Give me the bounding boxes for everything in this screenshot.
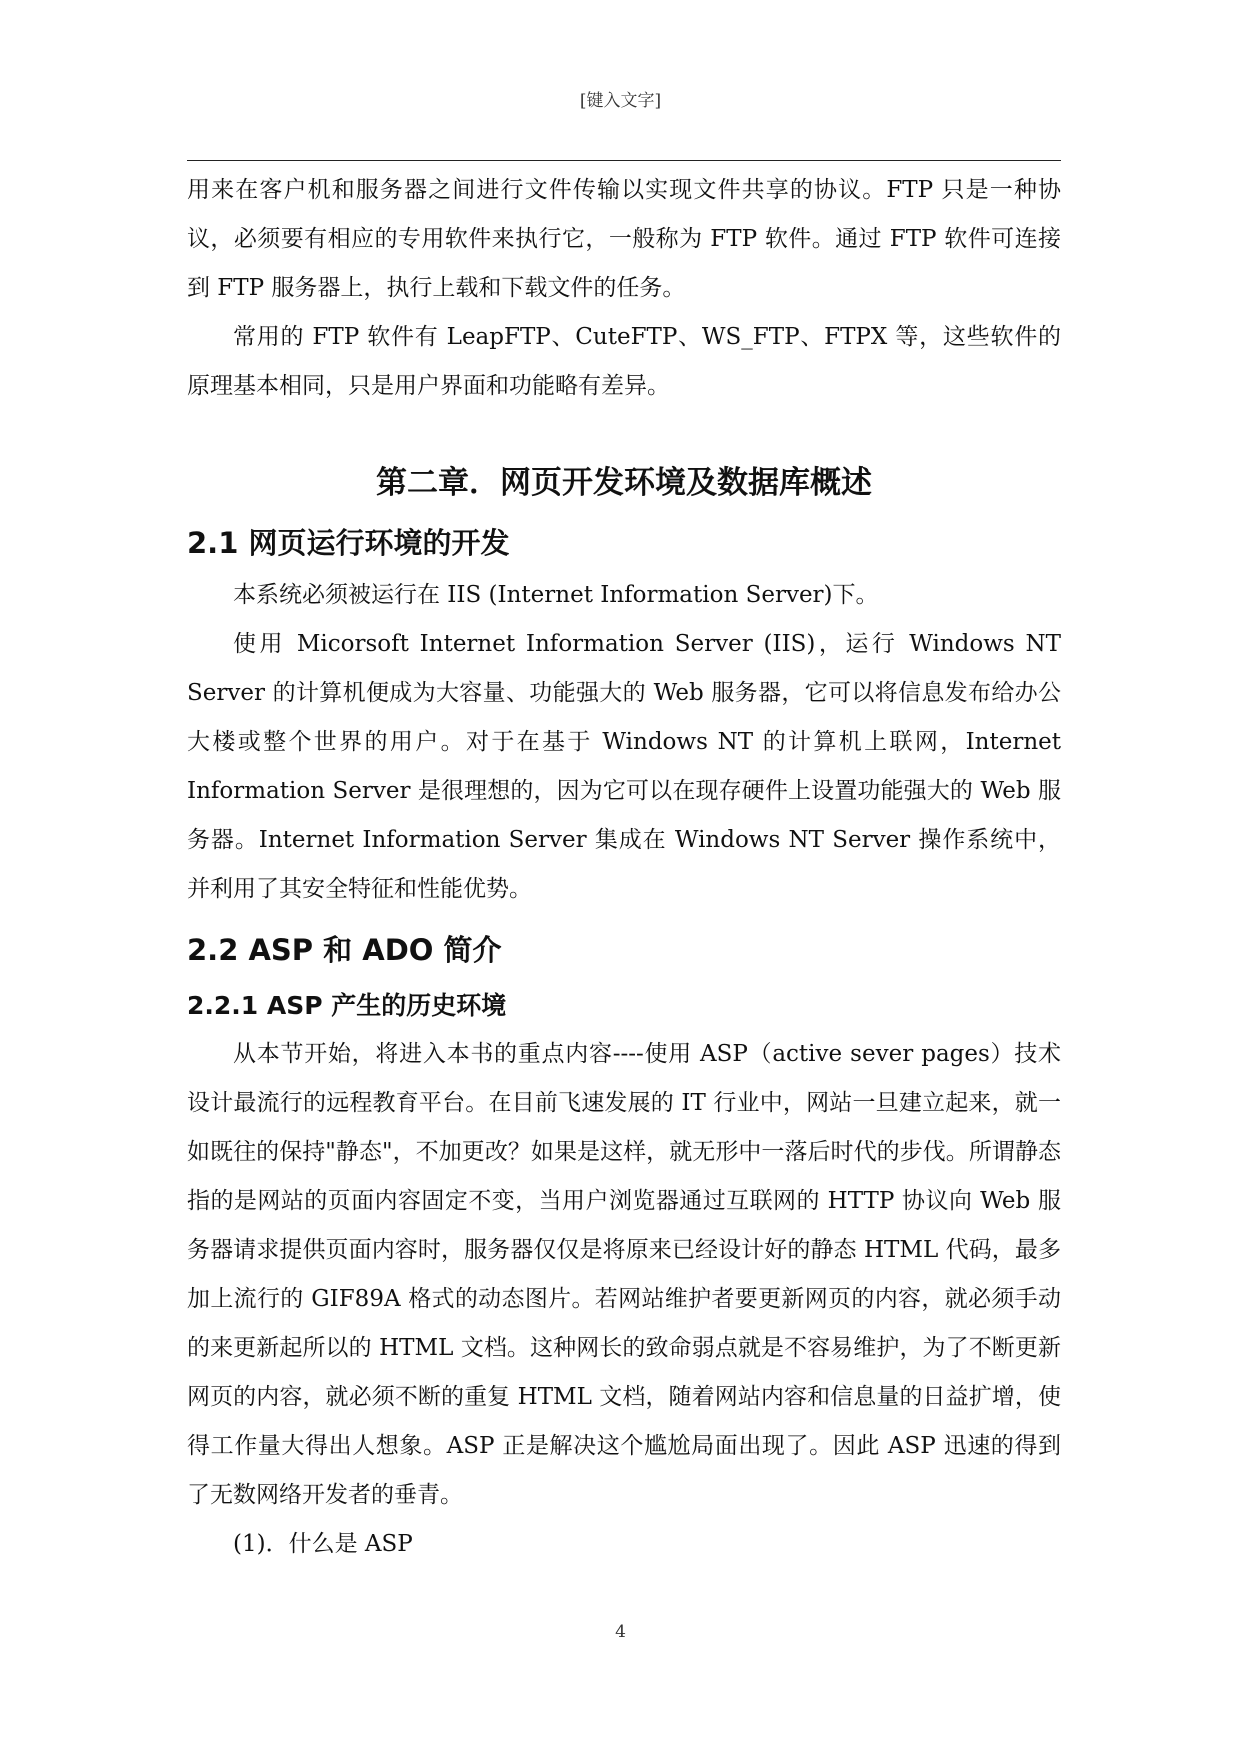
- paragraph-what-is-asp: (1)．什么是 ASP: [233, 1531, 413, 1557]
- paragraph-asp-history: 从本节开始，将进入本书的重点内容----使用 ASP（active sever pages）技术设计最流行的远程教育平台。在目前飞速发展的 IT 行业中，网站一旦建立起来，就一如既往的保持"静态"，不加更改？如果是这样，就无形中一落后时代的步伐。所谓静态指的是网站的页面内容固定不变，当用户浏览器通过互联网的 HTTP 协议向 Web 服务器请求提供页面内容时，服务器仅仅是将原来已经设计好的静态 HTML 代码，最多加上流行的 GIF89A 格式的动态图片。若网站维护者要更新网页的内容，就必须手动的来更新起所以的 HTML 文档。这种网长的致命弱点就是不容易维护，为了不断更新网页的内容，就必须不断的重复 HTML 文档，随着网站内容和信息量的日益扩增，使得工作量大得出人想象。ASP 正是解决这个尴尬局面出现了。因此 ASP 迅速的得到了无数网络开发者的垂青。: [187, 1041, 1061, 1508]
- page-body: [187, 166, 1061, 1569]
- section-2-1-title: 2.1 网页运行环境的开发: [187, 526, 510, 560]
- paragraph-iis-description: 使用 Micorsoft Internet Information Server (IIS)，运行 Windows NT Server 的计算机便成为大容量、功能强大的 Web 服务器，它可以将信息发布给办公大楼或整个世界的用户。对于在基于 Windows NT 的计算机上联网，Internet Information Server 是很理想的，因为它可以在现存硬件上设置功能强大的 Web 服务器。Internet Information Server 集成在 Windows NT Server 操作系统中，并利用了其安全特征和性能优势。: [187, 631, 1061, 902]
- section-2-2-title: 2.2 ASP 和 ADO 简介: [187, 933, 502, 967]
- paragraph-ftp-definition: 用来在客户机和服务器之间进行文件传输以实现文件共享的协议。FTP 只是一种协议，必须要有相应的专用软件来执行它，一般称为 FTP 软件。通过 FTP 软件可连接到 FTP 服务器上，执行上载和下载文件的任务。: [187, 177, 1061, 301]
- paragraph-ftp-software: 常用的 FTP 软件有 LeapFTP、CuteFTP、WS_FTP、FTPX 等，这些软件的原理基本相同，只是用户界面和功能略有差异。: [187, 324, 1061, 399]
- page-number: 4: [615, 1622, 626, 1642]
- header-divider: [187, 160, 1061, 161]
- page-header: [键入文字]: [579, 91, 662, 111]
- subsection-2-2-1-title: 2.2.1 ASP 产生的历史环境: [187, 991, 507, 1020]
- paragraph-iis-requirement: 本系统必须被运行在 IIS (Internet Information Server)下。: [233, 582, 879, 608]
- chapter-title: 第二章．网页开发环境及数据库概述: [376, 465, 872, 501]
